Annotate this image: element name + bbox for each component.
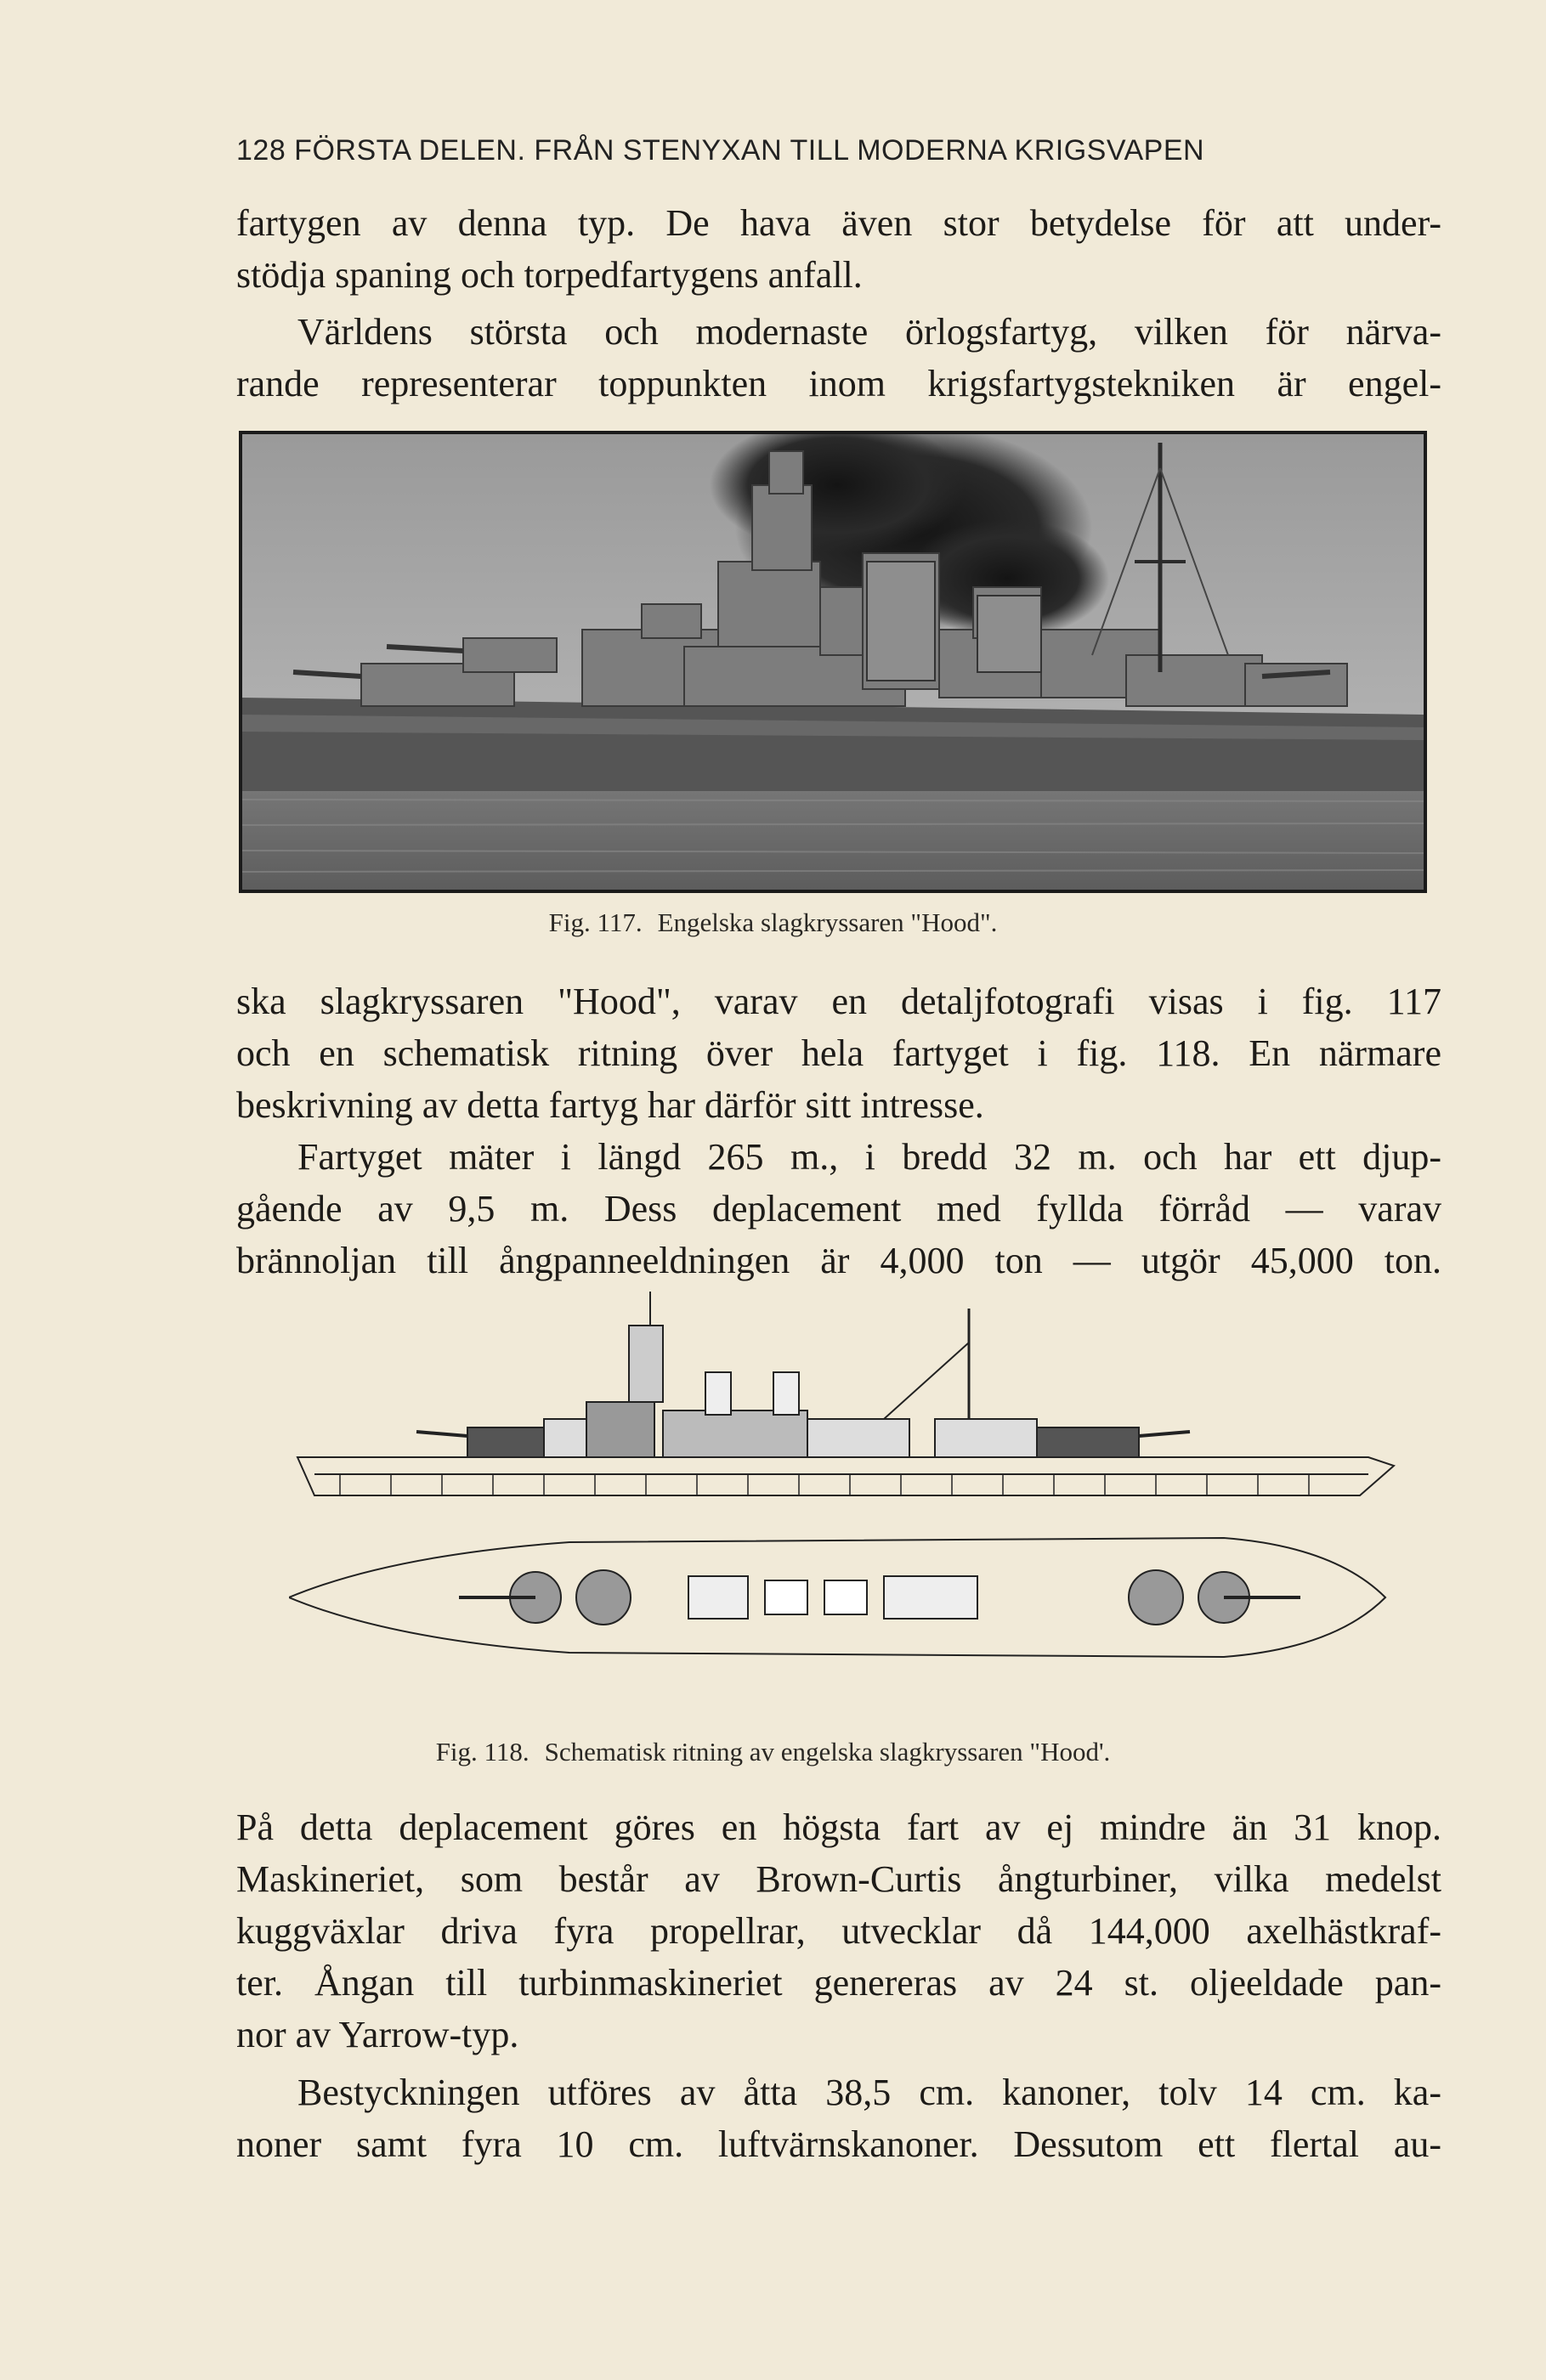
paragraph-line: stödja spaning och torpedfartygens anfall. bbox=[236, 254, 863, 296]
paragraph-line: På detta deplacement göres en högsta fart av ej mindre än 31 knop. bbox=[236, 1806, 1441, 1848]
paragraph-line: gående av 9,5 m. Dess deplacement med fyllda förråd — varav bbox=[236, 1188, 1441, 1230]
battleship-photo-illustration bbox=[242, 434, 1424, 890]
paragraph-line: och en schematisk ritning över hela fartyget i fig. 118. En närmare bbox=[236, 1032, 1441, 1074]
paragraph-line: rande representerar toppunkten inom krigsfartygstekniken är engel- bbox=[236, 363, 1441, 404]
running-head: 128 FÖRSTA DELEN. FRÅN STENYXAN TILL MODERNA KRIGSVAPEN bbox=[236, 134, 1205, 167]
figure-117-title: Engelska slagkryssaren "Hood". bbox=[657, 907, 998, 937]
paragraph-line: nor av Yarrow-typ. bbox=[236, 2014, 519, 2055]
figure-118-title: Schematisk ritning av engelska slagkryssaren "Hood'. bbox=[544, 1737, 1111, 1767]
paragraph-line: ter. Ångan till turbinmaskineriet genereras av 24 st. oljeeldade pan- bbox=[236, 1962, 1441, 2004]
paragraph-line: Maskineriet, som består av Brown-Curtis ångturbiner, vilka medelst bbox=[236, 1858, 1441, 1900]
paragraph-line: Bestyckningen utföres av åtta 38,5 cm. kanoner, tolv 14 cm. ka- bbox=[297, 2072, 1441, 2113]
figure-117-number: Fig. 117. bbox=[548, 907, 643, 937]
paragraph-line: ska slagkryssaren "Hood", varav en detaljfotografi visas i fig. 117 bbox=[236, 981, 1441, 1022]
paragraph-line: Fartyget mäter i längd 265 m., i bredd 32 m. och har ett djup- bbox=[297, 1136, 1441, 1178]
paragraph-line: kuggväxlar driva fyra propellrar, utvecklar då 144,000 axelhästkraf- bbox=[236, 1910, 1441, 1952]
paragraph-line: fartygen av denna typ. De hava även stor betydelse för att under- bbox=[236, 202, 1441, 244]
paragraph-line: Världens största och modernaste örlogsfartyg, vilken för närva- bbox=[297, 311, 1441, 353]
figure-118-number: Fig. 118. bbox=[435, 1737, 529, 1767]
figure-117-caption bbox=[0, 907, 1546, 938]
paragraph-line: brännoljan till ångpanneeldningen är 4,000 ton — utgör 45,000 ton. bbox=[236, 1240, 1441, 1281]
figure-118-caption bbox=[0, 1737, 1546, 1767]
paragraph-line: noner samt fyra 10 cm. luftvärnskanoner. Dessutom ett flertal au- bbox=[236, 2123, 1441, 2165]
ship-schematic-illustration bbox=[289, 1292, 1411, 1708]
battleship-photo bbox=[239, 431, 1427, 893]
ship-schematic-drawing bbox=[289, 1292, 1411, 1708]
paragraph-line: beskrivning av detta fartyg har därför sitt intresse. bbox=[236, 1084, 984, 1126]
